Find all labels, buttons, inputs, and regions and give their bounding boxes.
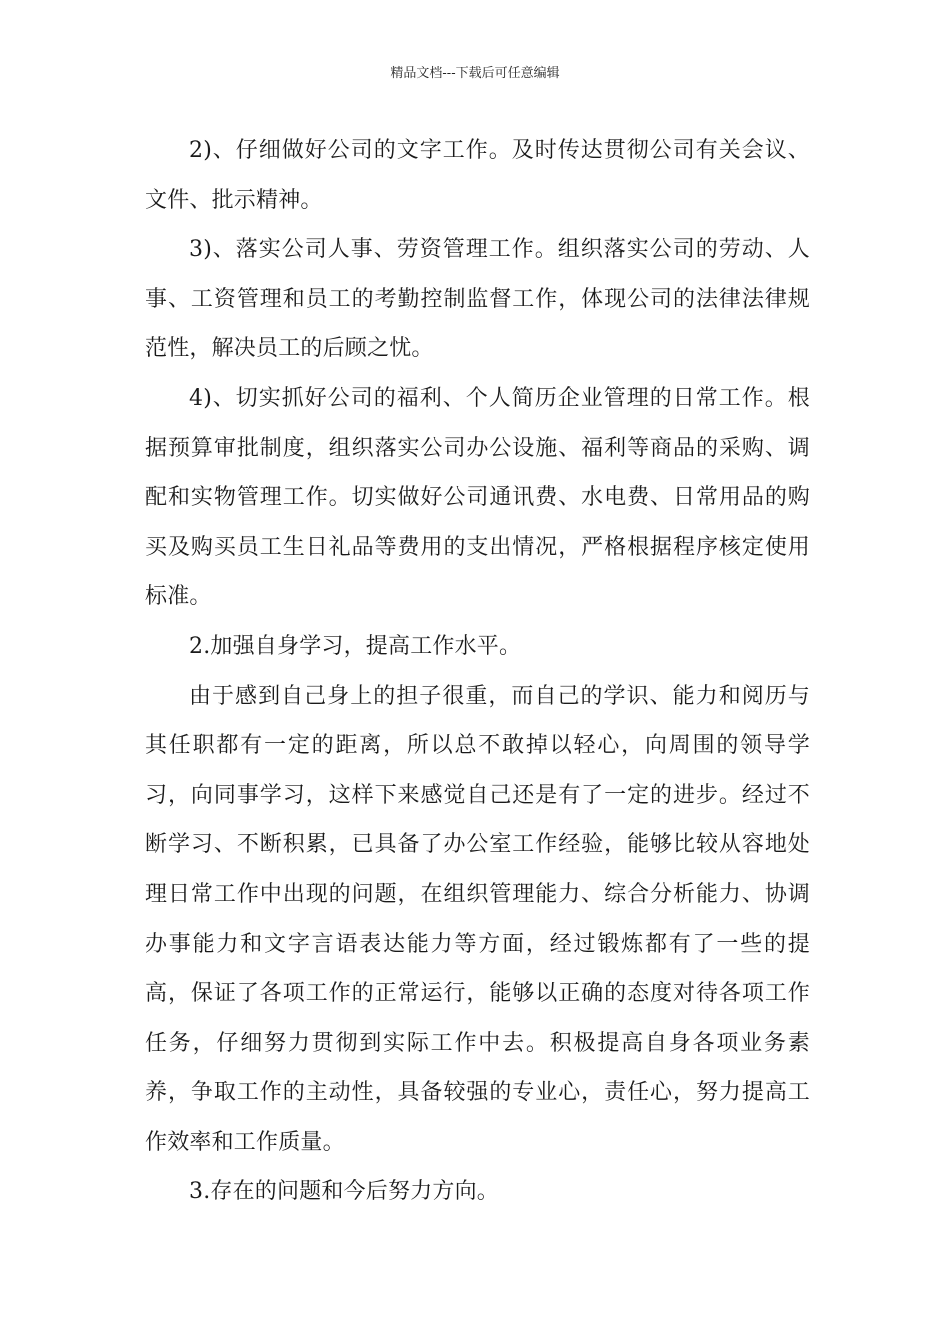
section-heading-3: 3.存在的问题和今后努力方向。	[189, 1179, 499, 1205]
document-body	[145, 126, 810, 1217]
page-header: 精品文档---下载后可任意编辑	[390, 66, 560, 81]
paragraph-item-2: 2)、仔细做好公司的文字工作。及时传达贯彻公司有关会议、文件、批示精神。	[145, 138, 810, 213]
paragraph-item-3: 3)、落实公司人事、劳资管理工作。组织落实公司的劳动、人事、工资管理和员工的考勤控制监督工作，体现公司的法律法律规范性，解决员工的后顾之忧。	[145, 237, 810, 362]
section-heading-2: 2.加强自身学习，提高工作水平。	[189, 633, 522, 659]
paragraph-self-study: 由于感到自己身上的担子很重，而自己的学识、能力和阅历与其任职都有一定的距离，所以总不敢掉以轻心，向周围的领导学习，向同事学习，这样下来感觉自己还是有了一定的进步。经过不断学习、不断积累，已具备了办公室工作经验，能够比较从容地处理日常工作中出现的问题，在组织管理能力、综合分析能力、协调办事能力和文字言语表达能力等方面，经过锻炼都有了一些的提高，保证了各项工作的正常运行，能够以正确的态度对待各项工作任务，仔细努力贯彻到实际工作中去。积极提高自身各项业务素养，争取工作的主动性，具备较强的专业心，责任心，努力提高工作效率和工作质量。	[145, 683, 810, 1155]
paragraph-item-4: 4)、切实抓好公司的福利、个人简历企业管理的日常工作。根据预算审批制度，组织落实公司办公设施、福利等商品的采购、调配和实物管理工作。切实做好公司通讯费、水电费、日常用品的购买及购买员工生日礼品等费用的支出情况，严格根据程序核定使用标准。	[145, 385, 810, 610]
